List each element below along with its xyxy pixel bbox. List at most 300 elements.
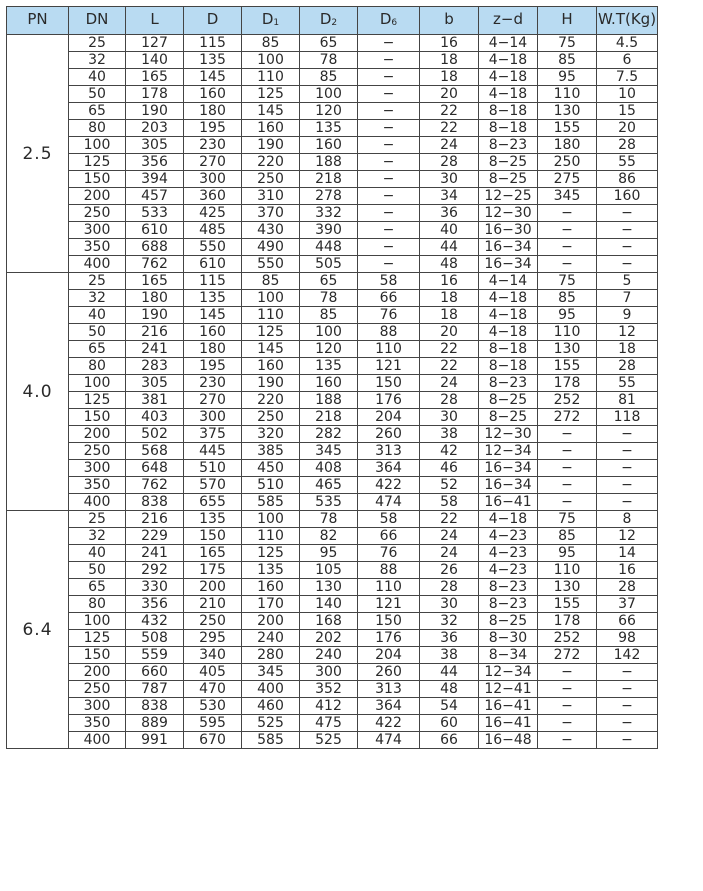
table-cell: 422: [358, 477, 420, 494]
table-row: [7, 409, 658, 426]
table-cell: 5: [597, 273, 658, 290]
table-cell: 142: [597, 647, 658, 664]
table-row: [7, 222, 658, 239]
table-cell: −: [597, 681, 658, 698]
table-cell: 50: [69, 324, 126, 341]
table-cell: 200: [69, 664, 126, 681]
table-cell: 450: [242, 460, 300, 477]
table-cell: −: [358, 69, 420, 86]
table-cell: 135: [242, 562, 300, 579]
table-cell: 474: [358, 732, 420, 749]
table-row: [7, 545, 658, 562]
table-cell: 80: [69, 596, 126, 613]
table-cell: 110: [538, 86, 597, 103]
table-cell: 295: [184, 630, 242, 647]
table-row: [7, 494, 658, 511]
table-cell: 8−23: [479, 579, 538, 596]
table-row: [7, 205, 658, 222]
table-cell: 176: [358, 392, 420, 409]
table-cell: 305: [126, 375, 184, 392]
table-cell: 655: [184, 494, 242, 511]
table-cell: 95: [538, 545, 597, 562]
table-cell: −: [358, 222, 420, 239]
table-cell: 44: [420, 239, 479, 256]
table-cell: 400: [242, 681, 300, 698]
table-cell: 178: [126, 86, 184, 103]
table-row: [7, 358, 658, 375]
table-cell: 6: [597, 52, 658, 69]
table-cell: 16−48: [479, 732, 538, 749]
table-cell: 38: [420, 426, 479, 443]
table-row: [7, 681, 658, 698]
table-row: [7, 528, 658, 545]
table-cell: 125: [242, 324, 300, 341]
table-cell: 32: [69, 528, 126, 545]
table-cell: 86: [597, 171, 658, 188]
table-cell: 648: [126, 460, 184, 477]
table-cell: 229: [126, 528, 184, 545]
table-cell: 332: [300, 205, 358, 222]
table-cell: 16: [420, 35, 479, 52]
table-cell: 8−18: [479, 341, 538, 358]
table-cell: 66: [420, 732, 479, 749]
table-cell: 121: [358, 596, 420, 613]
table-cell: 20: [597, 120, 658, 137]
table-cell: 412: [300, 698, 358, 715]
table-cell: 16−41: [479, 494, 538, 511]
table-cell: −: [358, 256, 420, 273]
table-cell: 250: [69, 681, 126, 698]
table-cell: 282: [300, 426, 358, 443]
table-row: [7, 698, 658, 715]
table-cell: 356: [126, 154, 184, 171]
table-cell: 140: [300, 596, 358, 613]
table-cell: 40: [69, 307, 126, 324]
table-cell: 125: [69, 154, 126, 171]
table-cell: 8−18: [479, 120, 538, 137]
table-row: [7, 154, 658, 171]
table-cell: 787: [126, 681, 184, 698]
table-cell: 28: [597, 579, 658, 596]
table-cell: 24: [420, 375, 479, 392]
table-cell: 385: [242, 443, 300, 460]
table-cell: 55: [597, 375, 658, 392]
table-row: [7, 613, 658, 630]
table-cell: 130: [538, 103, 597, 120]
table-cell: 85: [538, 52, 597, 69]
table-cell: 135: [184, 511, 242, 528]
table-cell: 12−34: [479, 443, 538, 460]
table-cell: 120: [300, 103, 358, 120]
table-cell: 15: [597, 103, 658, 120]
table-cell: 272: [538, 409, 597, 426]
table-cell: 155: [538, 596, 597, 613]
table-row: [7, 307, 658, 324]
table-cell: 145: [242, 341, 300, 358]
table-cell: −: [538, 681, 597, 698]
table-cell: 30: [420, 409, 479, 426]
table-cell: 100: [242, 511, 300, 528]
table-cell: 65: [300, 273, 358, 290]
header-dn: DN: [69, 7, 126, 35]
table-cell: 16−34: [479, 477, 538, 494]
table-cell: 250: [69, 205, 126, 222]
table-cell: 218: [300, 409, 358, 426]
table-cell: 12−30: [479, 426, 538, 443]
table-cell: 7.5: [597, 69, 658, 86]
table-cell: 36: [420, 205, 479, 222]
table-cell: 85: [300, 307, 358, 324]
table-cell: 25: [69, 35, 126, 52]
header-l: L: [126, 7, 184, 35]
table-cell: 24: [420, 137, 479, 154]
table-cell: 16−30: [479, 222, 538, 239]
table-cell: 200: [69, 426, 126, 443]
table-cell: 8: [597, 511, 658, 528]
table-cell: 75: [538, 35, 597, 52]
table-cell: 85: [538, 290, 597, 307]
table-row: [7, 103, 658, 120]
table-cell: −: [538, 732, 597, 749]
table-cell: 135: [300, 358, 358, 375]
table-cell: 4−23: [479, 545, 538, 562]
table-cell: −: [538, 715, 597, 732]
table-cell: 350: [69, 239, 126, 256]
table-cell: 18: [420, 69, 479, 86]
table-cell: 22: [420, 358, 479, 375]
table-cell: 585: [242, 494, 300, 511]
table-cell: 20: [420, 86, 479, 103]
table-cell: −: [597, 494, 658, 511]
table-row: [7, 596, 658, 613]
table-cell: 345: [300, 443, 358, 460]
table-cell: 160: [242, 120, 300, 137]
table-cell: 85: [300, 69, 358, 86]
table-row: [7, 630, 658, 647]
table-cell: 25: [69, 273, 126, 290]
table-cell: 445: [184, 443, 242, 460]
table-cell: 300: [69, 698, 126, 715]
pn-group-label: 2.5: [7, 35, 69, 273]
header-row: [7, 7, 658, 35]
table-cell: 30: [420, 171, 479, 188]
table-cell: 4−18: [479, 86, 538, 103]
table-cell: 270: [184, 392, 242, 409]
table-cell: 7: [597, 290, 658, 307]
table-cell: 4−18: [479, 69, 538, 86]
table-cell: 345: [242, 664, 300, 681]
table-cell: 8−25: [479, 409, 538, 426]
table-cell: 18: [420, 307, 479, 324]
table-cell: 4−18: [479, 324, 538, 341]
table-cell: 95: [538, 69, 597, 86]
table-cell: 165: [126, 273, 184, 290]
spec-table-container: [6, 6, 658, 749]
table-cell: 260: [358, 426, 420, 443]
table-cell: 8−25: [479, 613, 538, 630]
table-cell: 660: [126, 664, 184, 681]
table-cell: 375: [184, 426, 242, 443]
table-row: [7, 477, 658, 494]
table-cell: 130: [538, 579, 597, 596]
table-body: [7, 35, 658, 749]
table-cell: 16: [420, 273, 479, 290]
table-cell: −: [358, 137, 420, 154]
table-cell: 46: [420, 460, 479, 477]
table-cell: 430: [242, 222, 300, 239]
table-cell: −: [538, 443, 597, 460]
table-cell: 95: [538, 307, 597, 324]
table-cell: 475: [300, 715, 358, 732]
table-cell: 250: [69, 443, 126, 460]
table-cell: 16−41: [479, 715, 538, 732]
table-cell: 250: [242, 409, 300, 426]
table-cell: 283: [126, 358, 184, 375]
table-cell: 88: [358, 562, 420, 579]
table-cell: 16−34: [479, 460, 538, 477]
table-cell: 320: [242, 426, 300, 443]
table-cell: 425: [184, 205, 242, 222]
table-cell: 595: [184, 715, 242, 732]
table-cell: 350: [69, 715, 126, 732]
table-cell: 58: [358, 273, 420, 290]
table-cell: 25: [69, 511, 126, 528]
table-cell: 12−41: [479, 681, 538, 698]
table-cell: 230: [184, 137, 242, 154]
table-cell: 220: [242, 392, 300, 409]
table-cell: 610: [126, 222, 184, 239]
table-cell: 585: [242, 732, 300, 749]
table-cell: 8−23: [479, 596, 538, 613]
table-cell: 16−41: [479, 698, 538, 715]
table-cell: 52: [420, 477, 479, 494]
header-d: D: [184, 7, 242, 35]
table-cell: −: [538, 205, 597, 222]
table-cell: 130: [300, 579, 358, 596]
table-cell: 160: [597, 188, 658, 205]
table-cell: 390: [300, 222, 358, 239]
table-cell: 250: [242, 171, 300, 188]
table-cell: 85: [242, 273, 300, 290]
header-z-d: z−d: [479, 7, 538, 35]
table-cell: 40: [69, 545, 126, 562]
table-cell: −: [597, 732, 658, 749]
table-cell: 180: [184, 341, 242, 358]
table-cell: 762: [126, 477, 184, 494]
table-cell: 22: [420, 341, 479, 358]
table-cell: 300: [69, 222, 126, 239]
table-cell: 168: [300, 613, 358, 630]
table-cell: −: [358, 86, 420, 103]
table-cell: 28: [420, 579, 479, 596]
table-row: [7, 137, 658, 154]
table-cell: 60: [420, 715, 479, 732]
table-cell: −: [358, 52, 420, 69]
table-cell: 360: [184, 188, 242, 205]
table-cell: 485: [184, 222, 242, 239]
table-cell: 48: [420, 256, 479, 273]
table-cell: 75: [538, 511, 597, 528]
table-cell: 100: [300, 324, 358, 341]
table-cell: 460: [242, 698, 300, 715]
table-cell: 30: [420, 596, 479, 613]
table-cell: 76: [358, 307, 420, 324]
table-row: [7, 188, 658, 205]
table-cell: 18: [597, 341, 658, 358]
table-cell: 28: [420, 154, 479, 171]
table-cell: 200: [184, 579, 242, 596]
table-cell: 42: [420, 443, 479, 460]
table-cell: 160: [184, 324, 242, 341]
table-cell: 4−18: [479, 290, 538, 307]
table-cell: 165: [184, 545, 242, 562]
table-cell: 32: [69, 290, 126, 307]
table-cell: 405: [184, 664, 242, 681]
table-row: [7, 86, 658, 103]
table-cell: 178: [538, 613, 597, 630]
table-cell: 364: [358, 698, 420, 715]
table-cell: 78: [300, 290, 358, 307]
table-cell: 4−23: [479, 528, 538, 545]
table-cell: 78: [300, 511, 358, 528]
table-cell: 364: [358, 460, 420, 477]
table-cell: 32: [420, 613, 479, 630]
table-cell: −: [358, 120, 420, 137]
table-cell: 4−18: [479, 511, 538, 528]
table-cell: 160: [242, 579, 300, 596]
table-cell: 82: [300, 528, 358, 545]
table-cell: 8−30: [479, 630, 538, 647]
table-cell: 300: [184, 409, 242, 426]
table-cell: 160: [300, 375, 358, 392]
table-cell: 110: [538, 324, 597, 341]
table-cell: 889: [126, 715, 184, 732]
table-cell: 118: [597, 409, 658, 426]
table-cell: 100: [300, 86, 358, 103]
table-cell: 18: [420, 52, 479, 69]
table-cell: 762: [126, 256, 184, 273]
table-cell: 66: [358, 290, 420, 307]
table-cell: 400: [69, 494, 126, 511]
table-cell: 125: [242, 545, 300, 562]
table-cell: −: [358, 171, 420, 188]
table-cell: 81: [597, 392, 658, 409]
table-cell: 200: [69, 188, 126, 205]
table-cell: 175: [184, 562, 242, 579]
table-cell: 115: [184, 35, 242, 52]
table-cell: 350: [69, 477, 126, 494]
table-cell: 190: [126, 103, 184, 120]
header-b: b: [420, 7, 479, 35]
table-cell: −: [538, 239, 597, 256]
table-row: [7, 664, 658, 681]
table-cell: 78: [300, 52, 358, 69]
table-cell: 28: [597, 358, 658, 375]
table-row: [7, 732, 658, 749]
table-cell: 8−18: [479, 358, 538, 375]
table-cell: 125: [242, 86, 300, 103]
table-cell: 4−18: [479, 307, 538, 324]
table-cell: 4−14: [479, 35, 538, 52]
table-cell: 218: [300, 171, 358, 188]
table-cell: 160: [242, 358, 300, 375]
table-cell: 127: [126, 35, 184, 52]
table-cell: 65: [69, 579, 126, 596]
table-cell: 150: [358, 613, 420, 630]
table-cell: 550: [184, 239, 242, 256]
table-cell: 432: [126, 613, 184, 630]
table-cell: 125: [69, 392, 126, 409]
table-cell: 150: [69, 647, 126, 664]
table-cell: 570: [184, 477, 242, 494]
table-row: [7, 426, 658, 443]
table-cell: 58: [358, 511, 420, 528]
table-cell: 400: [69, 732, 126, 749]
table-row: [7, 171, 658, 188]
table-cell: 535: [300, 494, 358, 511]
table-cell: 22: [420, 103, 479, 120]
table-cell: 38: [420, 647, 479, 664]
table-cell: 240: [242, 630, 300, 647]
table-cell: 180: [184, 103, 242, 120]
table-cell: 188: [300, 154, 358, 171]
table-cell: 178: [538, 375, 597, 392]
table-cell: 241: [126, 545, 184, 562]
table-cell: −: [597, 460, 658, 477]
table-cell: 188: [300, 392, 358, 409]
table-cell: 190: [242, 137, 300, 154]
table-cell: 838: [126, 494, 184, 511]
table-cell: 510: [242, 477, 300, 494]
table-cell: 16−34: [479, 256, 538, 273]
table-cell: 12−34: [479, 664, 538, 681]
table-cell: 4−14: [479, 273, 538, 290]
table-cell: 408: [300, 460, 358, 477]
table-cell: 165: [126, 69, 184, 86]
table-cell: 66: [597, 613, 658, 630]
table-cell: 20: [420, 324, 479, 341]
table-cell: 688: [126, 239, 184, 256]
table-cell: 292: [126, 562, 184, 579]
table-cell: 16: [597, 562, 658, 579]
table-cell: 278: [300, 188, 358, 205]
table-cell: 465: [300, 477, 358, 494]
table-cell: 8−25: [479, 154, 538, 171]
table-cell: 121: [358, 358, 420, 375]
table-cell: 403: [126, 409, 184, 426]
table-cell: 310: [242, 188, 300, 205]
table-cell: 140: [126, 52, 184, 69]
table-cell: 352: [300, 681, 358, 698]
table-cell: −: [597, 205, 658, 222]
table-cell: 230: [184, 375, 242, 392]
table-cell: 394: [126, 171, 184, 188]
table-cell: 280: [242, 647, 300, 664]
table-cell: 210: [184, 596, 242, 613]
header-weight: W.T(Kg): [597, 7, 658, 35]
table-row: [7, 256, 658, 273]
table-cell: −: [597, 239, 658, 256]
table-cell: 550: [242, 256, 300, 273]
table-cell: 55: [597, 154, 658, 171]
table-header: [7, 7, 658, 35]
header-h: H: [538, 7, 597, 35]
table-cell: 313: [358, 681, 420, 698]
table-cell: 180: [538, 137, 597, 154]
table-cell: 12−30: [479, 205, 538, 222]
table-cell: 54: [420, 698, 479, 715]
table-cell: 12: [597, 528, 658, 545]
